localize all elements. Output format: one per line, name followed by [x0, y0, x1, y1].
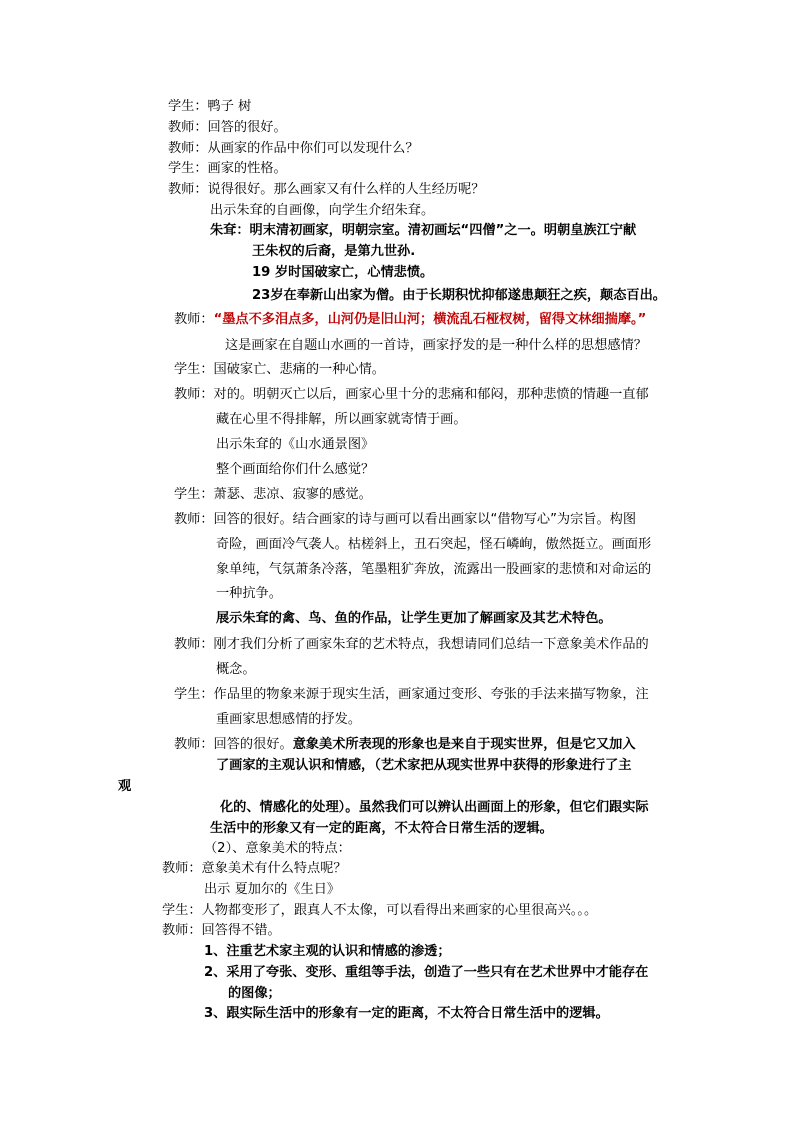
- dialogue-line: 教师：意象美术有什么特点呢？: [162, 861, 347, 876]
- dialogue-line: 教师：刚才我们分析了画家朱耷的艺术特点，我想请同们总结一下意象美术作品的: [174, 637, 649, 652]
- definition-line: 化的、情感化的处理）。虽然我们可以辨认出画面上的形象，但它们跟实际: [220, 800, 649, 815]
- speaker-label: 教师：回答的很好。: [174, 737, 293, 752]
- dialogue-line: 教师：对的。明朝灭亡以后，画家心里十分的悲痛和郁闷，那种悲愤的情趣一直郁: [174, 387, 649, 402]
- instruction-line: 出示 夏加尔的《生日》: [204, 882, 341, 897]
- dialogue-line: 象单纯，气氛萧条冷落，笔墨粗犷奔放，流露出一股画家的悲愤和对命运的: [216, 562, 652, 577]
- definition-line: 生活中的形象又有一定的距离，不太符合日常生活的逻辑。: [210, 821, 553, 836]
- poem-text: “墨点不多泪点多，山河仍是旧山河；横流乱石桠杈树，留得文林细揣摩。”: [213, 312, 647, 327]
- question-line: 这是画家在自题山水画的一首诗，画家抒发的是一种什么样的思想感情？: [225, 338, 647, 353]
- bio-line: 朱耷：明末清初画家，明朝宗室。清初画坛“四僧”之一。明朝皇族江宁献: [210, 223, 637, 238]
- dialogue-line: 学生：作品里的物象来源于现实生活，画家通过变形、夸张的手法来描写物象，注: [174, 687, 649, 702]
- dialogue-line: 一种抗争。: [216, 586, 282, 601]
- instruction-line: 展示朱耷的禽、鸟、鱼的作品，让学生更加了解画家及其艺术特色。: [216, 611, 612, 626]
- feature-item: 的图像；: [228, 986, 281, 1001]
- dialogue-line: 教师：回答得不错。: [162, 923, 281, 938]
- bio-line: 19 岁时国破家亡，心情悲愤。: [252, 265, 434, 280]
- feature-item: 3、跟实际生活中的形象有一定的距离，不太符合日常生活中的逻辑。: [204, 1006, 609, 1021]
- poem-line: [174, 311, 646, 329]
- dialogue-line: 教师：说得很好。那么画家又有什么样的人生经历呢？: [168, 182, 485, 197]
- question-line: 整个画面给你们什么感觉？: [216, 462, 375, 477]
- instruction-line: 出示朱耷的《山水通景图》: [216, 437, 375, 452]
- dialogue-line: 概念。: [216, 662, 256, 677]
- bio-line: 23岁在奉新山出家为僧。由于长期积忧抑郁遂患颠狂之疾，颠态百出。: [252, 288, 666, 303]
- dialogue-line: 教师：回答的很好。: [168, 120, 287, 135]
- dialogue-line: 学生：画家的性格。: [168, 161, 287, 176]
- dialogue-line: 学生：人物都变形了，跟真人不太像，可以看得出来画家的心里很高兴。。。: [162, 903, 598, 918]
- dialogue-line: 重画家思想感情的抒发。: [216, 712, 362, 727]
- dialogue-line: [174, 736, 636, 754]
- definition-line: 了画家的主观认识和情感，（艺术家把从现实世界中获得的形象进行了主: [216, 758, 632, 773]
- dialogue-line: 藏在心里不得排解，所以画家就寄情于画。: [216, 412, 467, 427]
- dialogue-line: 学生：国破家亡、悲痛的一种心情。: [174, 362, 385, 377]
- dialogue-line: 学生：鸭子 树: [168, 99, 252, 114]
- instruction-line: 出示朱耷的自画像，向学生介绍朱耷。: [210, 203, 435, 218]
- dialogue-line: 奇险，画面冷气袭人。枯槎斜上，丑石突起，怪石嶙峋，傲然挺立。画面形: [216, 537, 652, 552]
- definition-line: 观: [118, 779, 132, 794]
- dialogue-line: 教师：从画家的作品中你们可以发现什么？: [168, 141, 419, 156]
- feature-item: 2、采用了夸张、变形、重组等手法，创造了一些只有在艺术世界中才能存在: [204, 965, 649, 980]
- feature-item: 1、注重艺术家主观的认识和情感的渗透；: [204, 944, 451, 959]
- speaker-label: 教师：: [174, 312, 214, 327]
- dialogue-line: 学生：萧瑟、悲凉、寂寥的感觉。: [174, 487, 372, 502]
- bio-line: 王朱权的后裔，是第九世孙.: [252, 244, 416, 259]
- definition-text: 意象美术所表现的形象也是来自于现实世界，但是它又加入: [292, 737, 636, 752]
- section-heading: （2）、意象美术的特点：: [204, 841, 351, 856]
- dialogue-line: 教师：回答的很好。结合画家的诗与画可以看出画家以“借物写心”为宗旨。构图: [174, 512, 637, 527]
